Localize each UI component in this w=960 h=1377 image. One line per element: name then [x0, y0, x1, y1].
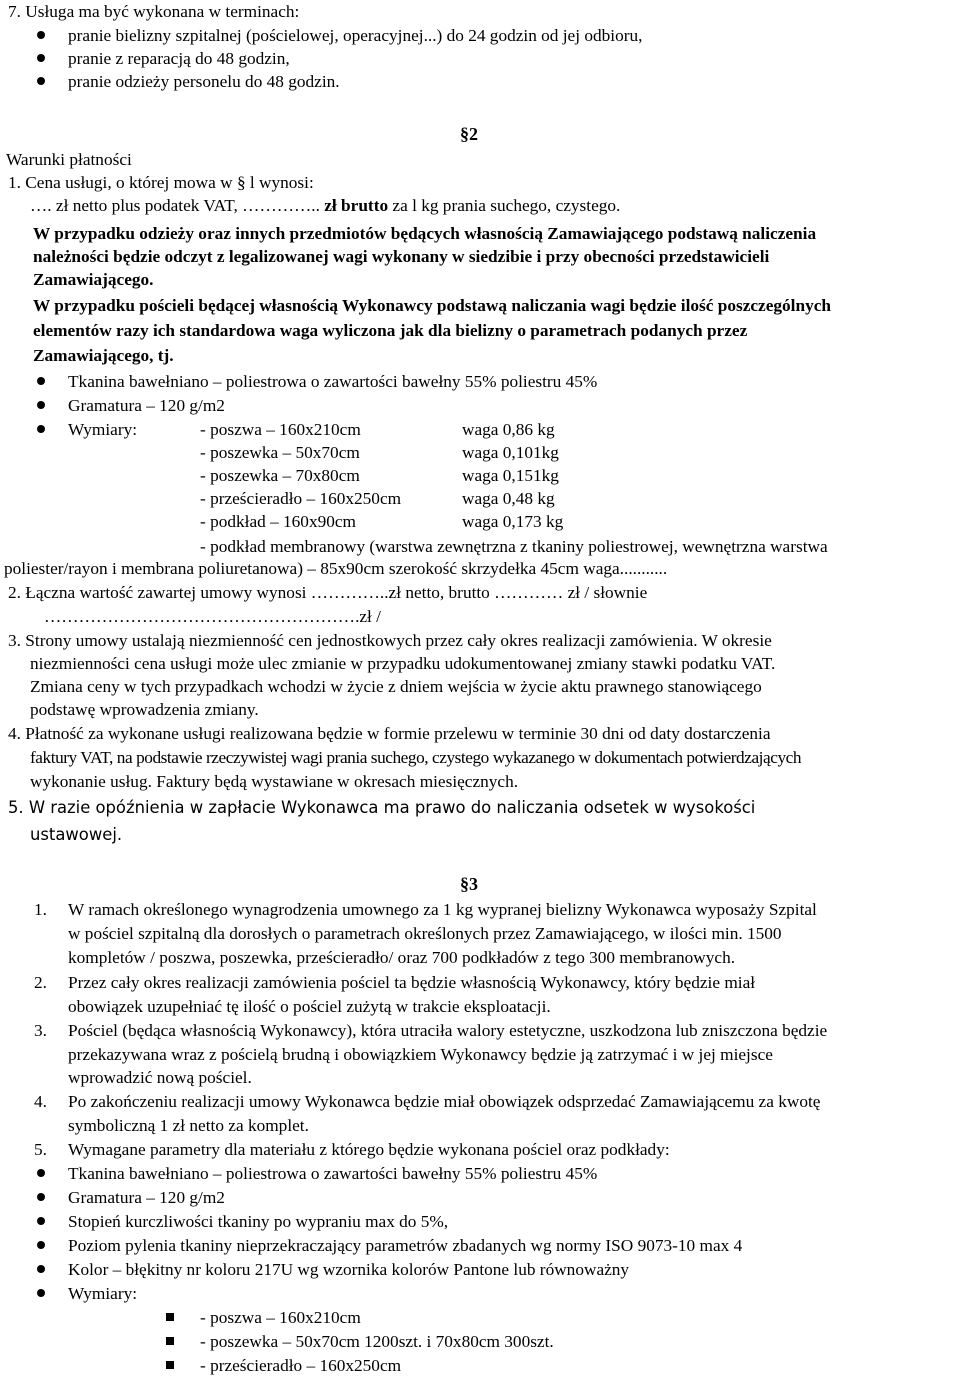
item-line: Przez cały okres realizacji zamówienia pościel ta będzie własnością Wykonawcy, który będzie miał	[68, 973, 756, 992]
clause-5-line: 5. W razie opóźnienia w zapłacie Wykonawca ma prawo do naliczania odsetek w wysokości	[8, 798, 756, 817]
dimension-weight: waga 0,151kg	[462, 466, 559, 485]
price-clause: 1. Cena usługi, o której mowa w § l wynosi:	[8, 173, 314, 192]
dimension-item: - poszewka – 50x70cm 1200szt. i 70x80cm 300szt.	[200, 1332, 554, 1351]
paragraph-3-symbol: §3	[460, 874, 478, 894]
item-line: w pościel szpitalną dla dorosłych o parametrach określonych przez Zamawiającego, w ilości min. 1500	[68, 924, 782, 943]
list-item: pranie odzieży personelu do 48 godzin.	[68, 72, 340, 91]
bullet-icon	[37, 31, 45, 39]
membrane-line: poliester/rayon i membrana poliuretanowa) – 85x90cm szerokość skrzydełka 45cm waga...........	[4, 559, 668, 578]
dimension-item: - poszwa – 160x210cm	[200, 1308, 361, 1327]
clause-3-line: Zmiana ceny w tych przypadkach wchodzi w życie z dniem wejścia w życie aktu prawnego stanowiącego	[30, 677, 762, 696]
bullet-icon	[37, 1265, 45, 1273]
dimension-weight: waga 0,48 kg	[462, 489, 555, 508]
bullet-icon	[37, 1289, 45, 1297]
dimensions-label: Wymiary:	[68, 420, 138, 439]
param-item: Poziom pylenia tkaniny nieprzekraczający parametrów zbadanych wg normy ISO 9073-10 max 4	[68, 1236, 743, 1255]
dimension-item: - poszewka – 50x70cm	[200, 443, 360, 462]
price-line	[30, 194, 620, 217]
contract-value-words: ……………………………………………….zł /	[44, 607, 381, 626]
clause-5-line: ustawowej.	[30, 825, 123, 844]
item-line: przekazywana wraz z pościelą brudną i obowiązkiem Wykonawcy będzie ją zatrzymać i w jej miejsce	[68, 1045, 773, 1064]
param-item: Stopień kurczliwości tkaniny po wypraniu max do 5%,	[68, 1212, 449, 1231]
bullet-icon	[37, 1193, 45, 1201]
payment-terms-title: Warunki płatności	[6, 150, 132, 169]
dimension-item: - poszwa – 160x210cm	[200, 420, 361, 439]
bullet-icon	[37, 1217, 45, 1225]
dimension-item: - podkład – 160x90cm	[200, 512, 356, 531]
param-item: Wymiary:	[68, 1284, 138, 1303]
spec-item: Tkanina bawełniano – poliestrowa o zawartości bawełny 55% poliestru 45%	[68, 372, 598, 391]
bold-paragraph-line: Zamawiającego.	[33, 270, 154, 289]
item-line: W ramach określonego wynagrodzenia umownego za 1 kg wypranej bielizny Wykonawca wyposaży Szpital	[68, 900, 817, 919]
contract-value-line: 2. Łączna wartość zawartej umowy wynosi …………..zł netto, brutto ………… zł / słownie	[8, 583, 648, 602]
section-7-heading: 7. Usługa ma być wykonana w terminach:	[8, 2, 300, 21]
square-bullet-icon	[166, 1361, 174, 1369]
dimension-weight: waga 0,86 kg	[462, 420, 555, 439]
clause-3-line: podstawę wprowadzenia zmiany.	[30, 700, 259, 719]
square-bullet-icon	[166, 1313, 174, 1321]
clause-4-line: faktury VAT, na podstawie rzeczywistej wagi prania suchego, czystego wykazanego w dokumentach potwierdzających	[30, 748, 802, 767]
clause-3-line: 3. Strony umowy ustalają niezmienność cen jednostkowych przez cały okres realizacji zamówienia. W okresie	[8, 631, 772, 650]
membrane-line: - podkład membranowy (warstwa zewnętrzna z tkaniny poliestrowej, wewnętrzna warstwa	[200, 537, 828, 556]
paragraph-2-symbol: §2	[460, 124, 478, 144]
item-number: 5.	[34, 1140, 47, 1159]
clause-4-line: wykonanie usług. Faktury będą wystawiane w okresach miesięcznych.	[30, 772, 519, 791]
bold-paragraph-line: W przypadku pościeli będącej własnością Wykonawcy podstawą naliczania wagi będzie ilość poszczególnych	[33, 296, 832, 315]
item-line: Wymagane parametry dla materiału z którego będzie wykonana pościel oraz podkłady:	[68, 1140, 670, 1159]
bold-paragraph-line: Zamawiającego, tj.	[33, 346, 174, 365]
bullet-icon	[37, 401, 45, 409]
list-item: pranie z reparacją do 48 godzin,	[68, 49, 290, 68]
spec-item: Gramatura – 120 g/m2	[68, 396, 225, 415]
item-line: symboliczną 1 zł netto za komplet.	[68, 1116, 309, 1135]
param-item: Kolor – błękitny nr koloru 217U wg wzornika kolorów Pantone lub równoważny	[68, 1260, 630, 1279]
dimension-weight: waga 0,173 kg	[462, 512, 564, 531]
price-net-text: …. zł netto plus podatek VAT, …………..	[30, 196, 325, 215]
item-line: kompletów / poszwa, poszewka, prześcieradło/ oraz 700 podkładów z tego 300 membranowych.	[68, 948, 736, 967]
dimension-item: - poszewka – 70x80cm	[200, 466, 360, 485]
item-number: 1.	[34, 900, 47, 919]
price-unit-text: za l kg prania suchego, czystego.	[388, 196, 621, 215]
bullet-icon	[37, 77, 45, 85]
price-gross-text: zł brutto	[324, 196, 389, 215]
bullet-icon	[37, 54, 45, 62]
clause-4-line: 4. Płatność za wykonane usługi realizowana będzie w formie przelewu w terminie 30 dni od daty dostarczenia	[8, 724, 771, 743]
bold-paragraph-line: należności będzie odczyt z legalizowanej wagi wykonany w siedzibie i przy obecności przedstawicieli	[33, 247, 770, 266]
dimension-item: - prześcieradło – 160x250cm	[200, 1356, 402, 1375]
dimension-weight: waga 0,101kg	[462, 443, 559, 462]
item-line: Po zakończeniu realizacji umowy Wykonawca będzie miał obowiązek odsprzedać Zamawiającemu za kwotę	[68, 1092, 821, 1111]
item-number: 2.	[34, 973, 47, 992]
bullet-icon	[37, 1241, 45, 1249]
item-line: obowiązek uzupełniać tę ilość o pościel zużytą w trakcie eksploatacji.	[68, 997, 551, 1016]
bold-paragraph-line: elementów razy ich standardowa waga wyliczona jak dla bielizny o parametrach podanych przez	[33, 321, 748, 340]
item-line: wprowadzić nową pościel.	[68, 1068, 252, 1087]
item-number: 4.	[34, 1092, 47, 1111]
item-number: 3.	[34, 1021, 47, 1040]
clause-3-line: niezmienności cena usługi może ulec zmianie w przypadku udokumentowanej zmiany stawki podatku VAT.	[30, 654, 776, 673]
bullet-icon	[37, 377, 45, 385]
item-line: Pościel (będąca własnością Wykonawcy), która utraciła walory estetyczne, uszkodzona lub zniszczona będzie	[68, 1021, 828, 1040]
dimension-item: - prześcieradło – 160x250cm	[200, 489, 402, 508]
square-bullet-icon	[166, 1337, 174, 1345]
param-item: Tkanina bawełniano – poliestrowa o zawartości bawełny 55% poliestru 45%	[68, 1164, 598, 1183]
param-item: Gramatura – 120 g/m2	[68, 1188, 225, 1207]
list-item: pranie bielizny szpitalnej (pościelowej, operacyjnej...) do 24 godzin od jej odbioru,	[68, 26, 643, 45]
bullet-icon	[37, 1169, 45, 1177]
bold-paragraph-line: W przypadku odzieży oraz innych przedmiotów będących własnością Zamawiającego podstawą naliczenia	[33, 224, 817, 243]
bullet-icon	[37, 425, 45, 433]
